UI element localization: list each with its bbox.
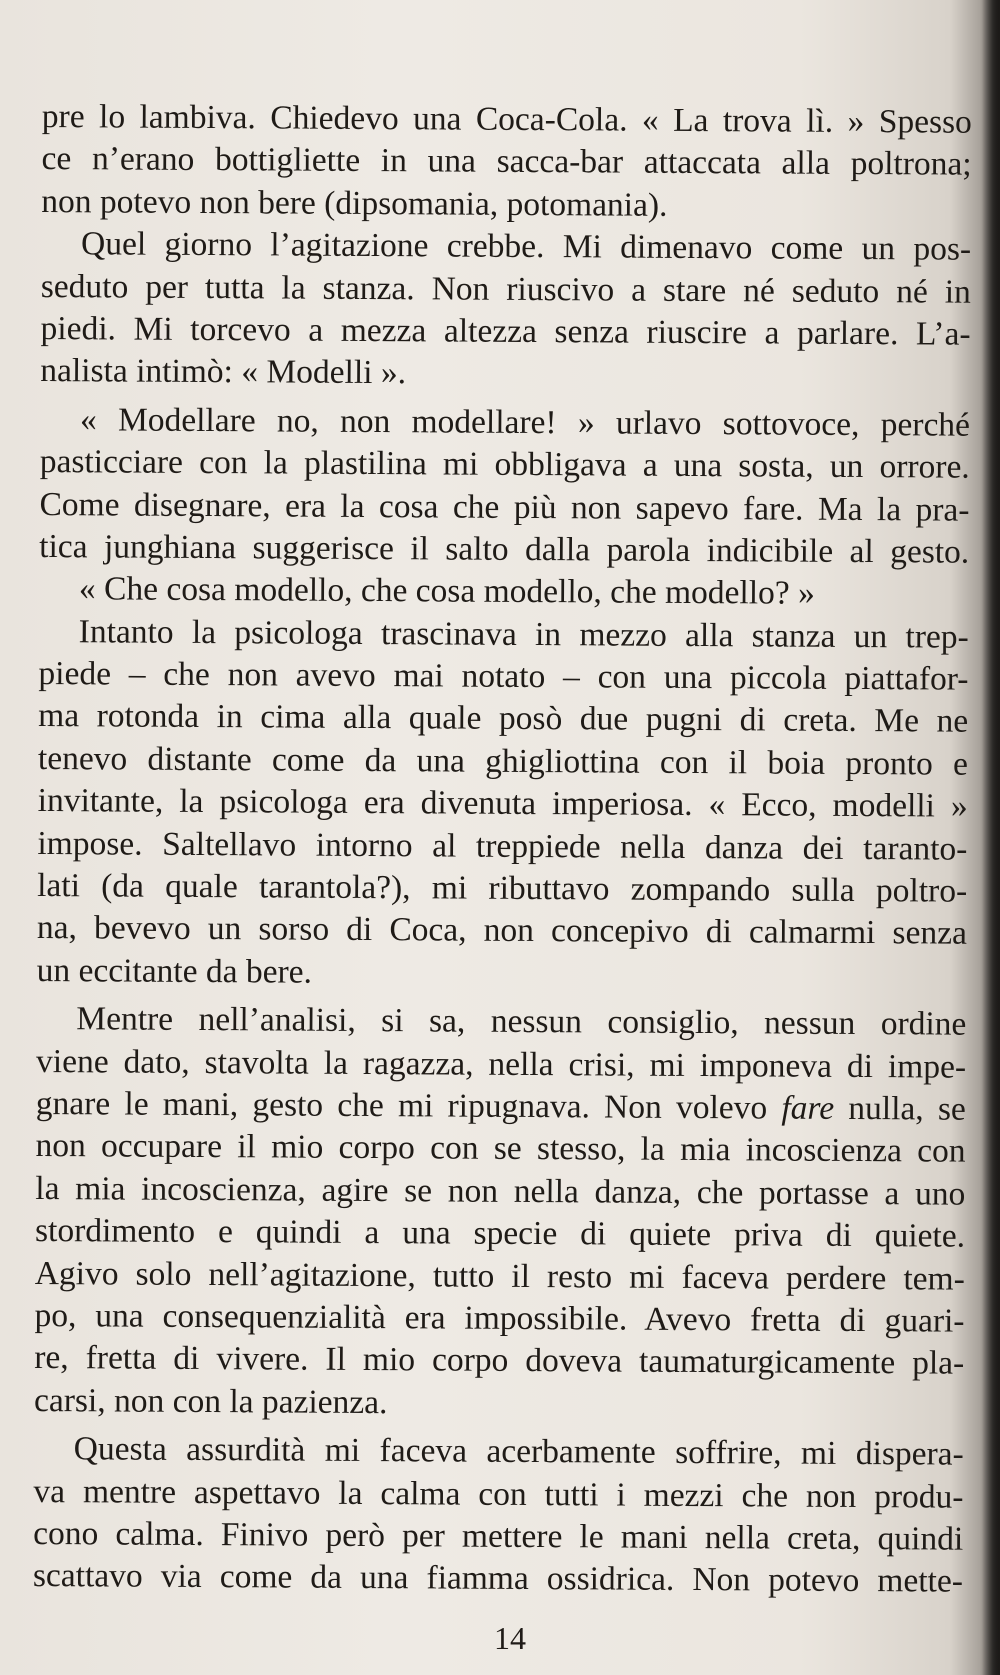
text-line-segment: « Modellare no, non modellare! » urlavo sottovoce, perché	[79, 400, 971, 444]
body-text	[33, 96, 972, 1603]
text-line-segment: seduto per tutta la stanza. Non riuscivo a stare né seduto né in	[40, 267, 971, 311]
text-line-segment: carsi, non con la pazienza.	[33, 1381, 388, 1421]
text-line-segment: Come disegnare, era la cosa che più non sapevo fare. Ma la pra-	[39, 485, 970, 529]
text-line-segment: Mentre nell’analisi, si sa, nessun consiglio, nessun ordine	[76, 1000, 967, 1043]
text-line-segment: viene dato, stavolta la ragazza, nella crisi, mi imponeva di impe-	[35, 1042, 967, 1086]
text-line	[38, 780, 968, 828]
text-line-segment: tica junghiana suggerisce il salto dalla parola indicibile al gesto.	[39, 527, 970, 571]
text-line	[35, 1210, 965, 1258]
text-line	[34, 1295, 964, 1343]
text-line-segment: gnare le mani, gesto che mi ripugnava. Non volevo	[35, 1084, 782, 1127]
text-line	[41, 138, 971, 186]
text-line	[40, 441, 970, 489]
text-line	[40, 399, 970, 447]
text-line	[39, 526, 969, 574]
text-line-segment: piede – che non avevo mai notato – con una piccola piattafor-	[38, 655, 969, 698]
text-line-segment: nulla, se	[834, 1089, 966, 1128]
text-line	[36, 1041, 966, 1089]
text-line-segment: impose. Saltellavo intorno al treppiede nella danza dei taranto-	[37, 824, 968, 868]
text-line	[40, 308, 970, 356]
page-number-label: 14	[494, 1620, 526, 1656]
text-line	[37, 907, 967, 955]
text-line	[37, 950, 967, 998]
text-line	[37, 865, 967, 913]
text-line-segment: invitante, la psicologa era divenuta imperiosa. « Ecco, modelli »	[37, 782, 968, 825]
text-line-segment: stordimento e quindi a una specie di quiete priva di quiete.	[34, 1212, 966, 1255]
text-line-segment: non potevo non bere (dipsomania, potomania).	[41, 182, 668, 224]
text-line-segment: non occupare il mio corpo con se stesso, la mia incoscienza con	[35, 1127, 966, 1171]
text-line	[36, 1083, 966, 1131]
text-line	[34, 1428, 964, 1476]
text-line-segment: tenevo distante come da una ghigliottina con il boia pronto e	[37, 739, 969, 783]
text-line	[33, 1470, 963, 1518]
text-line-segment: pasticciare con la plastilina mi obbligava a una sosta, un orrore.	[39, 443, 970, 486]
text-line	[37, 823, 967, 871]
text-line	[41, 223, 971, 271]
text-line-segment: lati (da quale tarantola?), mi ributtavo zompando sulla poltro-	[37, 867, 968, 910]
text-line-segment: Questa assurdità mi faceva acerbamente soffrire, mi dispera-	[73, 1430, 964, 1473]
text-line-segment: scattavo via come da una fiamma ossidrica. Non potevo mette-	[32, 1557, 964, 1600]
page-number	[0, 1620, 1000, 1657]
text-line	[41, 181, 971, 229]
text-line-segment: « Che cosa modello, che cosa modello, che modello? »	[78, 570, 815, 613]
text-line	[39, 611, 969, 659]
text-line-segment: po, una consequenzialità era impossibile. Avevo fretta di guari-	[34, 1296, 965, 1340]
text-line	[35, 1168, 965, 1216]
text-line-segment: cono calma. Finivo però per mettere le mani nella creta, quindi	[33, 1514, 964, 1558]
text-line-segment: pre lo lambiva. Chiedevo una Coca-Cola. « La trova lì. » Spesso	[41, 97, 972, 141]
text-line-segment: la mia incoscienza, agire se non nella danza, che portasse a uno	[35, 1169, 966, 1213]
text-line	[34, 1380, 964, 1428]
text-line-segment: ce n’erano bottigliette in una sacca-bar attaccata alla poltrona;	[41, 140, 972, 184]
text-line	[35, 1125, 965, 1173]
text-line-segment: va mentre aspettavo la calma con tutti i mezzi che non produ-	[33, 1472, 964, 1516]
text-line-segment: na, bevevo un sorso di Coca, non concepivo di calmarmi senza	[36, 909, 968, 953]
text-line-segment: Intanto la psicologa trascinava in mezzo alla stanza un trep-	[78, 612, 969, 656]
text-line	[42, 96, 972, 144]
text-line	[33, 1513, 963, 1561]
text-line-segment: nalista intimò: « Modelli ».	[40, 352, 407, 392]
text-line	[39, 484, 969, 532]
text-line	[33, 1555, 963, 1603]
text-line-segment: piedi. Mi torcevo a mezza altezza senza riuscire a parlare. L’a-	[40, 309, 971, 353]
text-line-segment: re, fretta di vivere. Il mio corpo doveva taumaturgicamente pla-	[34, 1339, 965, 1382]
text-line	[40, 350, 970, 398]
text-line	[39, 568, 969, 616]
text-line	[34, 1337, 964, 1385]
text-line-segment: ma rotonda in cima alla quale posò due pugni di creta. Me ne	[38, 697, 969, 741]
text-line-segment: Quel giorno l’agitazione crebbe. Mi dimenavo come un pos-	[80, 225, 972, 268]
text-line	[36, 998, 966, 1046]
text-line	[38, 695, 968, 743]
text-line	[35, 1253, 965, 1301]
text-line	[41, 266, 971, 314]
italic-word: fare	[781, 1089, 835, 1127]
text-line	[38, 653, 968, 701]
text-line-segment: un eccitante da bere.	[36, 951, 313, 991]
text-line	[38, 738, 968, 786]
text-line-segment: Agivo solo nell’agitazione, tutto il resto mi faceva perdere tem-	[34, 1254, 965, 1298]
